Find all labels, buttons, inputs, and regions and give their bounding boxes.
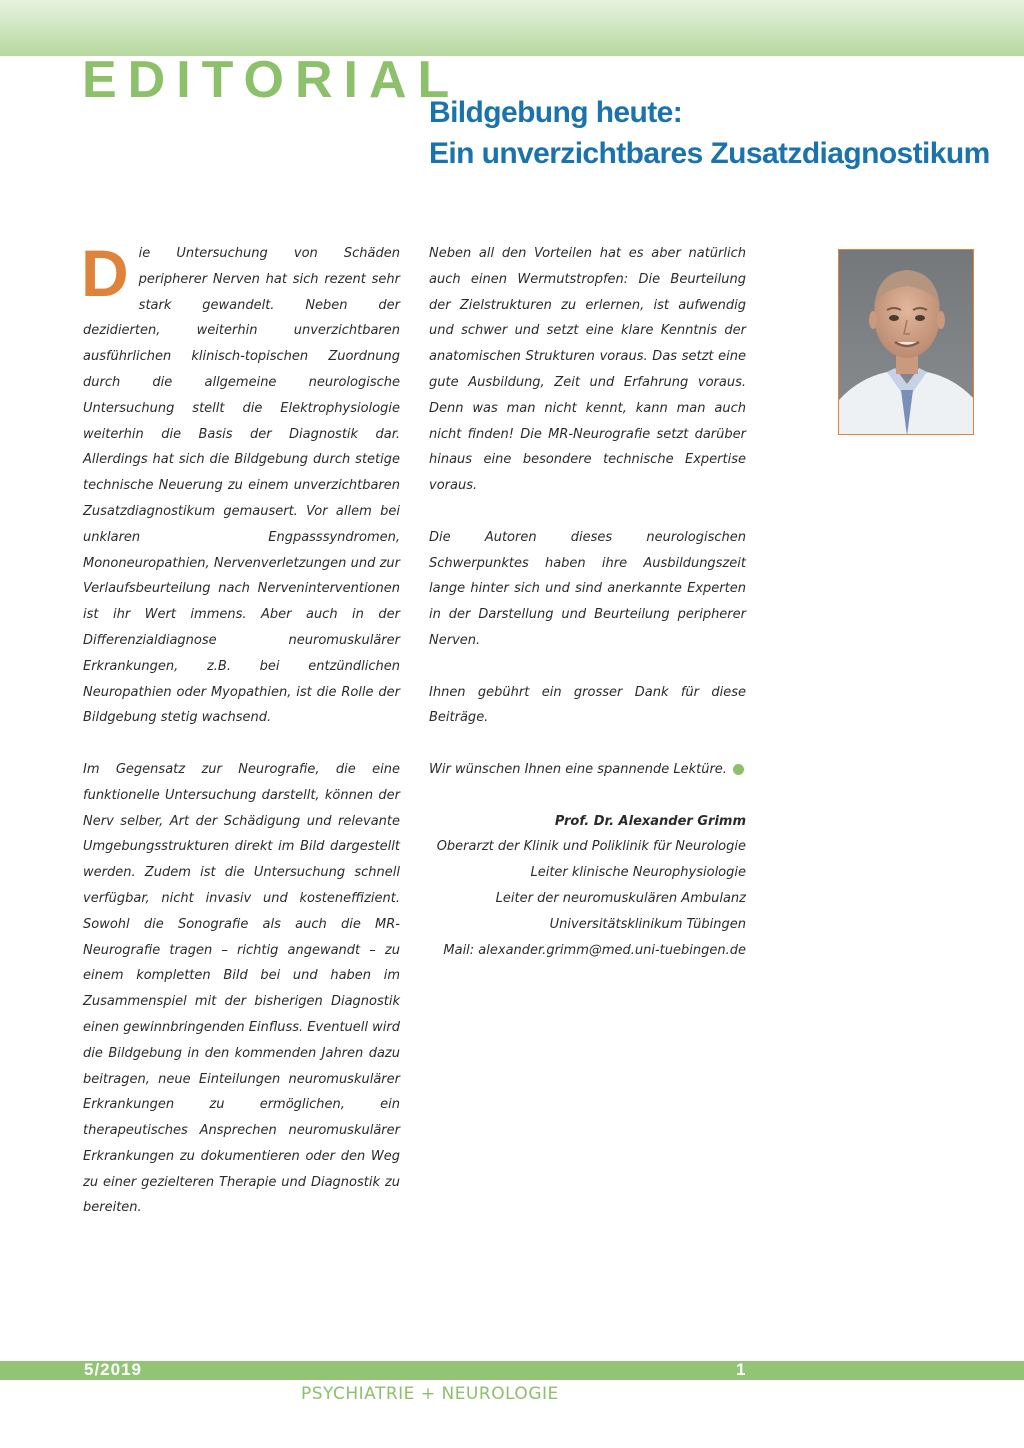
top-color-band bbox=[0, 0, 1024, 56]
closing-line bbox=[429, 757, 746, 783]
paragraph-text: ie Untersuchung von Schäden peripherer Nerven hat sich rezent sehr stark gewandelt. Neben der dezidierten, weiterhin unverzichtbaren ausführlichen klinisch-topischen Zuordnung durch die allgemeine neurologische Untersuchung stellt die Elektrophysiologie weiterhin die Basis der Diagnostik dar. Allerdings hat sich die Bildgebung durch stetige technische Neuerung zu einem unverzichtbaren Zusatzdiagnostikum gemausert. Vor allem bei unklaren Engpasssyndromen, Mononeuropathien, Nervenverletzungen und zur Verlaufsbeurteilung nach Nerveninterventionen ist ihr Wert immens. Aber auch in der Differenzialdiagnose neuromuskulärer Erkrankungen, z.B. bei entzündlichen Neuropathien oder Myopathien, ist die Rolle der Bildgebung stetig wachsend. bbox=[83, 246, 400, 726]
author-role: Oberarzt der Klinik und Poliklinik für Neurologie bbox=[436, 839, 746, 855]
headline-line-1: Bildgebung heute: bbox=[429, 96, 683, 129]
article-paragraph: Im Gegensatz zur Neurografie, die eine funktionelle Untersuchung darstellt, können der Nerv selber, Art der Schädigung und relevante Umgebungsstrukturen direkt im Bild dargestellt werden. Zudem ist die Untersuchung schnell verfügbar, nicht invasiv und kosteneffizient. Sowohl die Sonografie als auch die MR-Neurografie tragen – richtig angewandt – zu einem kompletten Bild bei und haben im Zusammenspiel mit der bisherigen Diagnostik einen gewinnbringenden Einfluss. Eventuell wird die Bildgebung in den kommenden Jahren dazu beitragen, neue Einteilungen neuromuskulärer Erkrankungen zu ermöglichen, ein therapeutisches Ansprechen neuromuskulärer Erkrankungen zu dokumentieren oder den Weg zu einer gezielteren Therapie und Diagnostik zu bereiten. bbox=[83, 761, 400, 1216]
author-email: Mail: alexander.grimm@med.uni-tuebingen.de bbox=[443, 942, 746, 958]
article-headline bbox=[429, 92, 990, 174]
drop-cap: D bbox=[81, 236, 129, 310]
author-portrait-photo bbox=[838, 249, 974, 435]
journal-name: PSYCHIATRIE + NEUROLOGIE bbox=[301, 1384, 559, 1404]
page-number: 1 bbox=[736, 1360, 746, 1379]
author-role: Leiter klinische Neurophysiologie bbox=[530, 865, 746, 881]
article-paragraph bbox=[81, 236, 400, 731]
article-paragraph: Neben all den Vorteilen hat es aber natürlich auch einen Wermutstropfen: Die Beurteilung der Zielstrukturen zu erlernen, ist aufwendig und schwer und setzt eine klare Kenntnis der anatomischen Strukturen voraus. Das setzt eine gute Ausbildung, Zeit und Erfahrung voraus. Denn was man nicht kennt, kann man auch nicht finden! Die MR-Neurografie setzt darüber hinaus eine besondere technische Expertise voraus. bbox=[429, 246, 746, 494]
issue-number: 5/2019 bbox=[84, 1360, 142, 1379]
headline-line-2: Ein unverzichtbares Zusatzdiagnostikum bbox=[429, 137, 990, 170]
author-role: Leiter der neuromuskulären Ambulanz bbox=[495, 890, 746, 906]
portrait-illustration bbox=[839, 250, 974, 435]
author-institution: Universitätsklinikum Tübingen bbox=[549, 916, 746, 932]
article-left-column bbox=[81, 236, 400, 1247]
section-label: EDITORIAL bbox=[82, 51, 461, 109]
author-signature bbox=[429, 809, 746, 964]
article-paragraph: Die Autoren dieses neurologischen Schwerpunktes haben ihre Ausbildungszeit lange hinter sich und sind anerkannte Experten in der Darstellung und Beurteilung peripherer Nerven. bbox=[429, 529, 746, 648]
closing-text: Wir wünschen Ihnen eine spannende Lektüre. bbox=[429, 761, 727, 777]
footer-color-band bbox=[0, 1361, 1024, 1380]
article-paragraph: Ihnen gebührt ein grosser Dank für diese Beiträge. bbox=[429, 684, 746, 726]
article-middle-column bbox=[429, 241, 746, 963]
end-of-article-dot-icon bbox=[733, 764, 744, 775]
author-name: Prof. Dr. Alexander Grimm bbox=[554, 813, 746, 829]
